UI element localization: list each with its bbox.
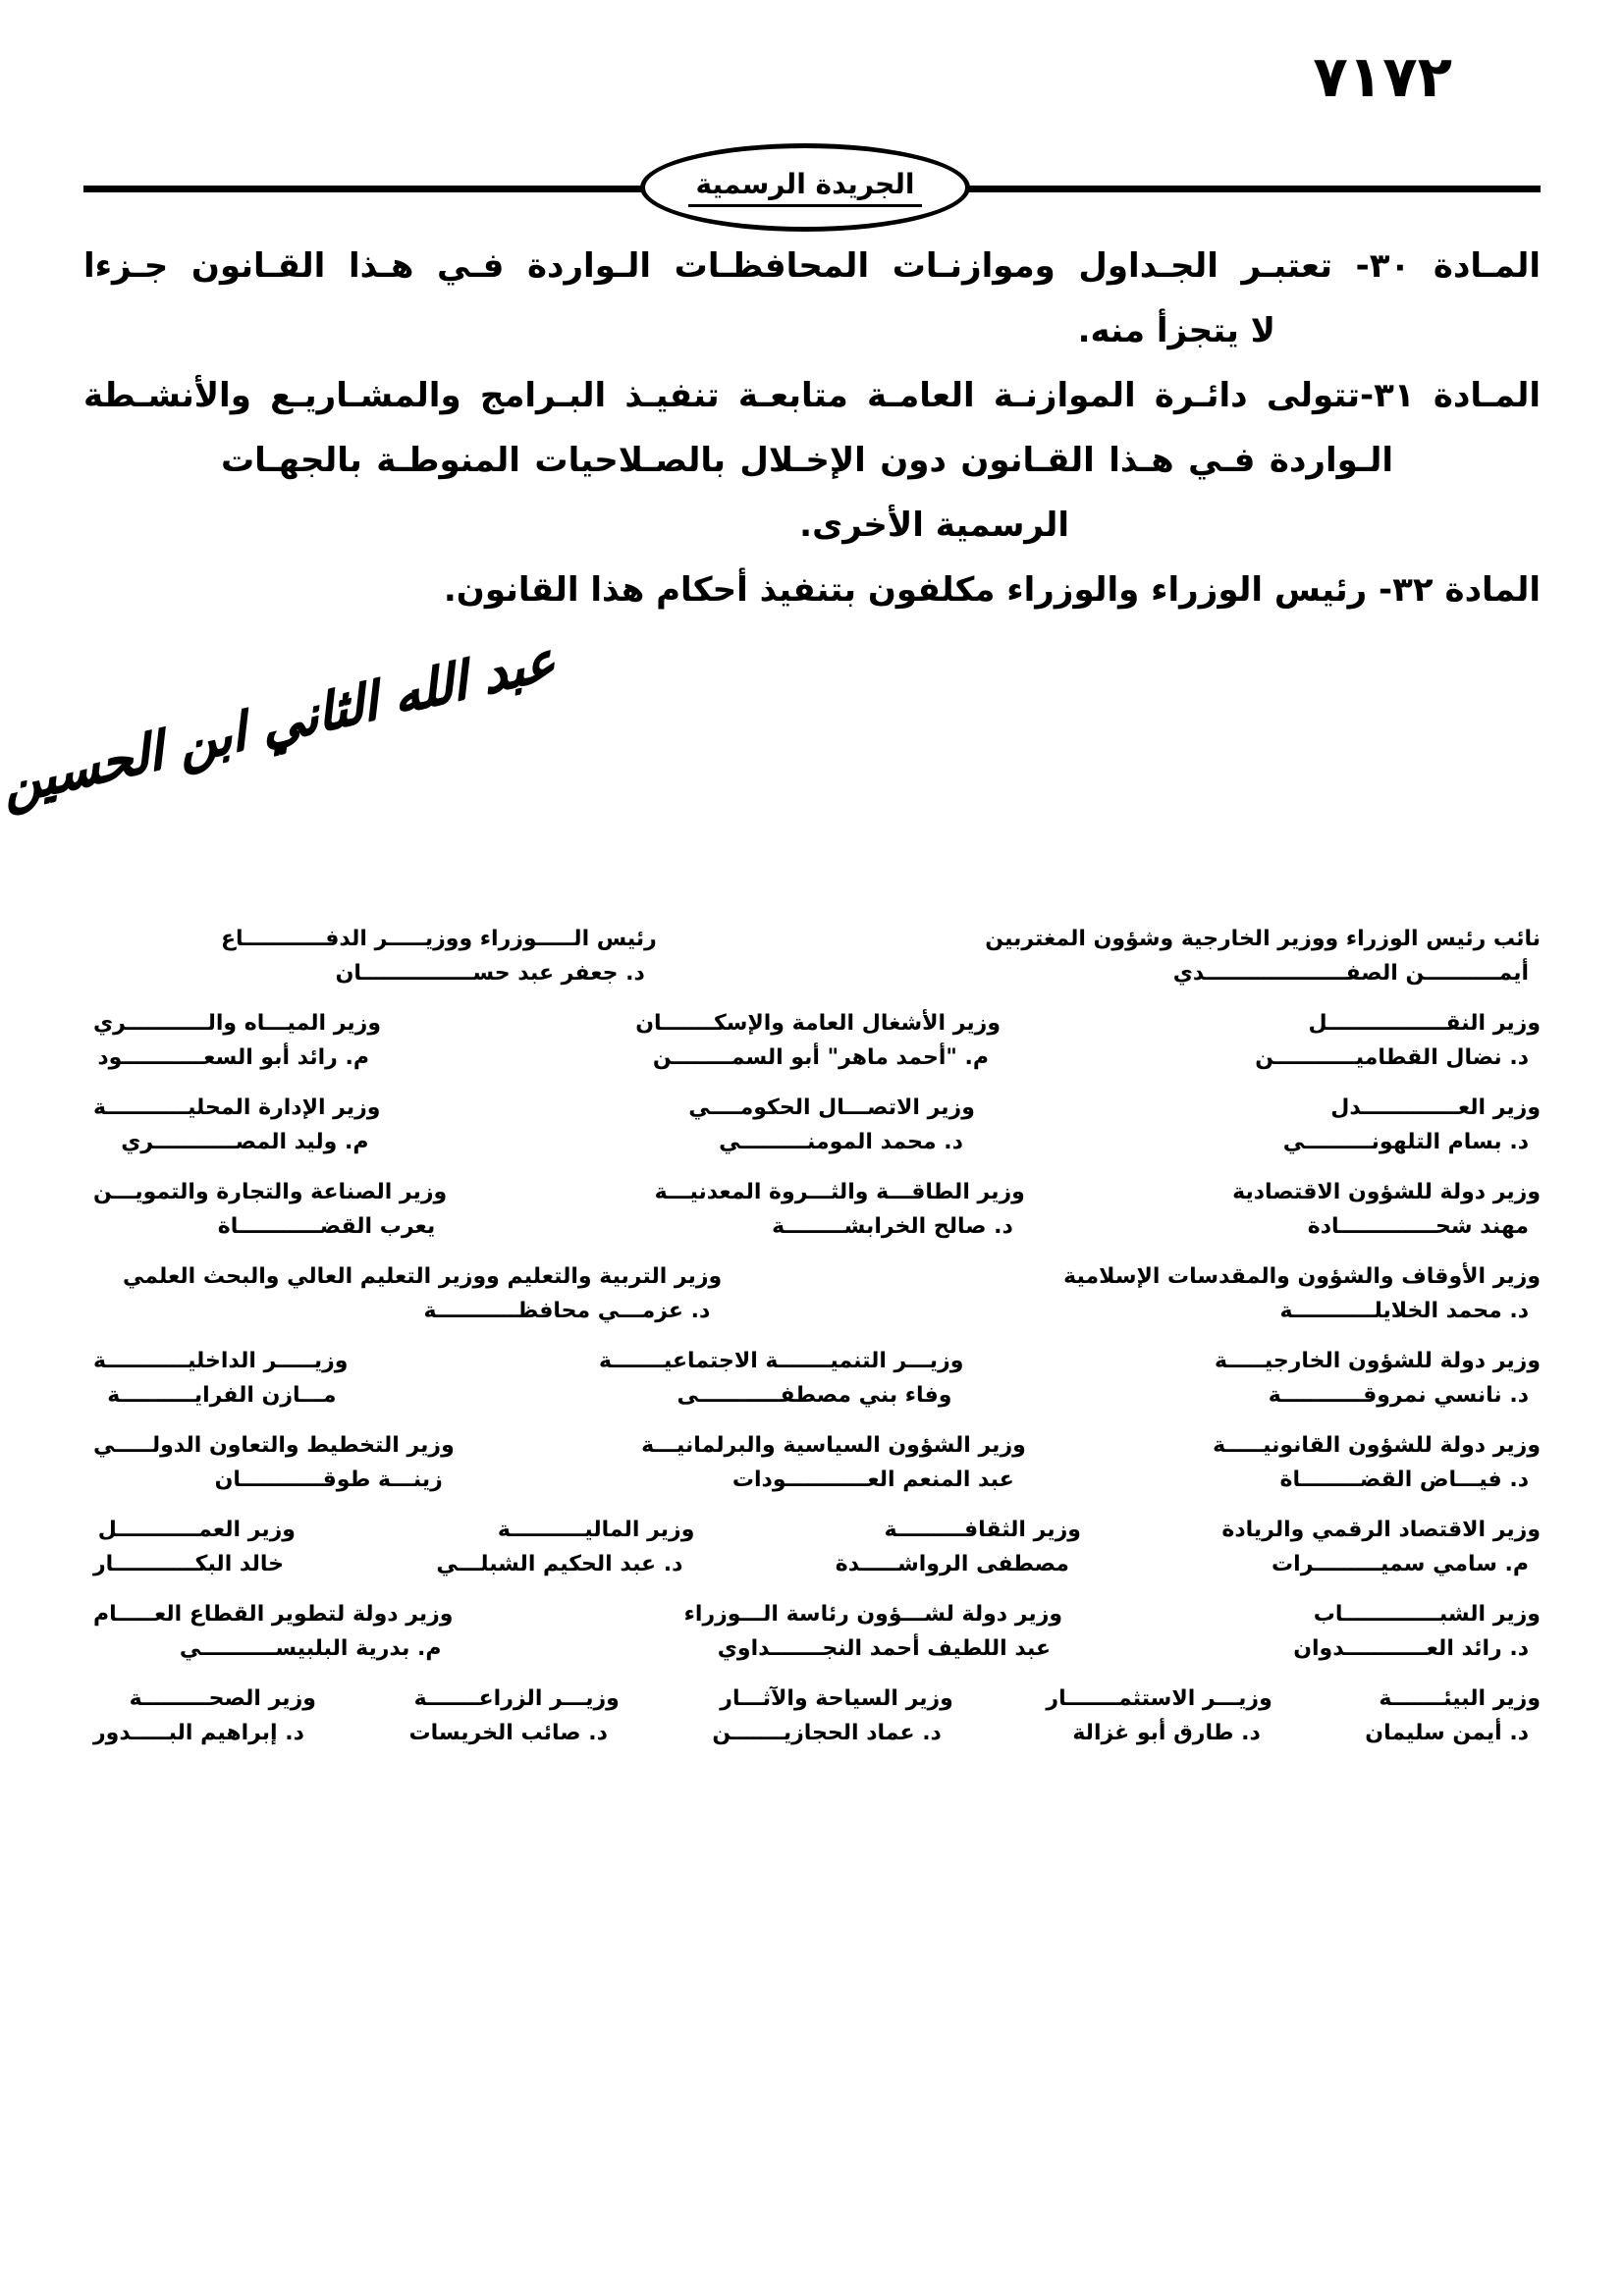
minister-title: وزير دولة للشؤون الخارجيـــــة <box>1214 1349 1541 1373</box>
minister-entry <box>93 1684 316 1748</box>
minister-name: د. أيمن سليمان <box>1365 1721 1529 1745</box>
minister-title: وزير الميـــاه والـــــــــــري <box>93 1011 381 1036</box>
minister-entry <box>93 1600 453 1664</box>
minister-name: د. صالح الخرابشــــــــة <box>772 1214 1013 1239</box>
minister-title: وزير الاقتصاد الرقمي والريادة <box>1221 1518 1541 1542</box>
minister-name: د. محمد المومنـــــــــي <box>719 1130 963 1154</box>
minister-title: وزيـــر التنميـــــــة الاجتماعيـــــــة <box>599 1349 964 1373</box>
articles-section <box>83 234 1541 622</box>
minister-entry <box>221 925 657 988</box>
minister-entry <box>93 1516 296 1579</box>
ministers-row <box>93 925 1541 988</box>
minister-name: زينـــة طوقـــــــــــان <box>214 1468 443 1492</box>
minister-entry <box>836 1516 1081 1579</box>
minister-entry <box>684 1600 1062 1664</box>
minister-entry <box>635 1009 1001 1073</box>
minister-entry <box>1293 1600 1541 1664</box>
minister-entry <box>1221 1516 1541 1579</box>
minister-name: وفاء بني مصطفـــــــــــى <box>677 1383 952 1408</box>
minister-entry <box>985 925 1541 988</box>
minister-title: وزير الصحـــــــــة <box>129 1686 316 1711</box>
minister-title: وزيـــــر الداخليـــــــــــة <box>93 1349 349 1373</box>
gazette-badge-label: الجريدة الرسمية <box>688 168 923 207</box>
article-30-line-2: لا يتجزأ منه. <box>1077 311 1275 350</box>
minister-title: وزير الطاقـــة والثـــروة المعدنيـــة <box>654 1180 1025 1204</box>
minister-entry <box>1365 1684 1541 1748</box>
article-31-line-3: الرسمية الأخرى. <box>799 506 1069 545</box>
minister-entry <box>93 1178 447 1242</box>
ministers-row <box>93 1009 1541 1073</box>
minister-title: وزير النقــــــــــــــــل <box>1308 1011 1541 1036</box>
ministers-row <box>93 1094 1541 1157</box>
minister-entry <box>1063 1262 1541 1326</box>
minister-title: وزيـــر الاستثمـــــــار <box>1046 1686 1272 1711</box>
minister-title: وزير التخطيط والتعاون الدولـــــي <box>93 1433 455 1458</box>
minister-name: د. صائب الخريسات <box>408 1721 608 1745</box>
ministers-row <box>93 1262 1541 1326</box>
minister-title: وزير العـــــــــــــدل <box>1330 1095 1541 1120</box>
ministers-row <box>93 1600 1541 1664</box>
minister-name: د. طارق أبو غزالة <box>1072 1721 1261 1745</box>
minister-title: وزير دولة لتطوير القطاع العـــــام <box>93 1602 454 1627</box>
minister-entry <box>655 1178 1025 1242</box>
minister-name: م. رائد أبو السعـــــــــــود <box>97 1045 369 1070</box>
minister-entry <box>1283 1094 1541 1157</box>
minister-title: وزير الشؤون السياسية والبرلمانيـــة <box>641 1433 1026 1458</box>
minister-name: يعرب القضـــــــــــاة <box>217 1214 436 1239</box>
minister-entry <box>93 1009 381 1073</box>
minister-entry <box>436 1516 694 1579</box>
minister-entry <box>712 1684 952 1748</box>
ministers-row <box>93 1684 1541 1748</box>
minister-title: وزير دولة للشؤون القانونيـــــة <box>1213 1433 1541 1458</box>
minister-name: د. إبراهيم البـــــدور <box>93 1721 304 1745</box>
article-32-line-1: المادة ٣٢- رئيس الوزراء والوزراء مكلفون بتنفيذ أحكام هذا القانون. <box>443 570 1541 610</box>
minister-name: د. عبد الحكيم الشبلـــي <box>436 1552 683 1576</box>
minister-entry <box>1046 1684 1272 1748</box>
minister-title: وزير الشبـــــــــــــاب <box>1313 1602 1541 1627</box>
minister-entry <box>599 1347 963 1411</box>
minister-entry <box>688 1094 975 1157</box>
minister-name: م. بدرية البلبيســــــــــي <box>179 1636 442 1661</box>
minister-name: د. عماد الحجازيـــــــن <box>712 1721 942 1745</box>
minister-title: وزير الإدارة المحليـــــــــــة <box>93 1095 381 1120</box>
minister-title: وزير السياحة والآثـــار <box>720 1686 953 1711</box>
minister-entry <box>93 1347 348 1411</box>
minister-title: وزيـــر الزراعـــــــة <box>413 1686 620 1711</box>
minister-entry <box>93 1094 380 1157</box>
minister-name: د. رائد العـــــــــــدوان <box>1293 1636 1529 1661</box>
minister-entry <box>641 1431 1026 1495</box>
minister-name: د. بسام التلهونـــــــــي <box>1282 1130 1529 1154</box>
minister-name: عبد المنعم العـــــــــــودات <box>731 1468 1014 1492</box>
article-31-line-2: الـواردة فـي هـذا القـانون دون الإخـلال بالصـلاحيات المنوطـة بالجهـات <box>221 441 1393 480</box>
minister-name: د. عزمـــي محافظـــــــــــة <box>423 1299 711 1323</box>
minister-title: وزير الصناعة والتجارة والتمويـــن <box>93 1180 448 1204</box>
minister-title: وزير العمـــــــــــل <box>97 1518 296 1542</box>
ministers-list <box>93 925 1541 1769</box>
article-30-line-1: المـادة ٣٠- تعتبـر الجـداول وموازنـات المحافظـات الـواردة فـي هـذا القـانون جـزءا <box>83 246 1541 286</box>
minister-title: وزير الثقافـــــــــة <box>884 1518 1081 1542</box>
minister-title: رئيس الـــــوزراء ووزيـــــر الدفـــــــــــاع <box>221 927 657 951</box>
minister-entry <box>123 1262 722 1326</box>
minister-name: عبد اللطيف أحمد النجـــــــداوي <box>717 1636 1052 1661</box>
minister-name: د. نضال القطاميـــــــــــن <box>1255 1045 1529 1070</box>
minister-name: د. فيـــاض القضــــــــاة <box>1279 1468 1529 1492</box>
minister-title: وزير الأوقاف والشؤون والمقدسات الإسلامية <box>1063 1264 1541 1289</box>
minister-name: م. سامي سميـــــــــرات <box>1272 1552 1529 1576</box>
minister-name: مهند شحـــــــــــــادة <box>1307 1214 1529 1239</box>
minister-entry <box>1215 1347 1541 1411</box>
minister-entry <box>408 1684 619 1748</box>
minister-name: د. محمد الخلايلـــــــــــة <box>1279 1299 1529 1323</box>
minister-name: م. وليد المصـــــــــــري <box>121 1130 369 1154</box>
minister-title: وزير الاتصـــال الحكومــــي <box>688 1095 975 1120</box>
minister-title: نائب رئيس الوزراء ووزير الخارجية وشؤون المغتربين <box>985 927 1541 951</box>
ministers-row <box>93 1516 1541 1579</box>
minister-title: وزير الماليــــــــــة <box>497 1518 695 1542</box>
minister-name: م. "أحمد ماهر" أبو السمــــــــن <box>652 1045 990 1070</box>
ministers-row <box>93 1431 1541 1495</box>
minister-title: وزير دولة لشـــؤون رئاسة الـــوزراء <box>683 1602 1063 1627</box>
ministers-row <box>93 1347 1541 1411</box>
minister-title: وزير التربية والتعليم ووزير التعليم العالي والبحث العلمي <box>123 1264 723 1289</box>
minister-title: وزير دولة للشؤون الاقتصادية <box>1232 1180 1541 1204</box>
minister-name: د. نانسي نمروقـــــــــــة <box>1268 1383 1529 1408</box>
minister-entry <box>1213 1431 1541 1495</box>
article-31-line-1: المـادة ٣١-تتولى دائـرة الموازنـة العامـة متابعـة تنفيـذ البـرامج والمشـاريـع والأنشـطة <box>83 376 1541 415</box>
minister-name: مصطفى الرواشـــــدة <box>835 1552 1069 1576</box>
page-number: ٧١٧٢ <box>1313 43 1452 110</box>
minister-entry <box>1255 1009 1541 1073</box>
minister-name: أيمــــــــــن الصفـــــــــــــــــــدي <box>1172 961 1529 986</box>
gazette-badge <box>640 143 970 232</box>
minister-name: د. جعفر عبد حســـــــــــــــان <box>335 961 645 986</box>
minister-name: مـــازن الفرايــــــــــة <box>107 1383 337 1408</box>
ministers-row <box>93 1178 1541 1242</box>
minister-entry <box>93 1431 455 1495</box>
minister-entry <box>1232 1178 1541 1242</box>
minister-name: خالد البكـــــــــــار <box>93 1552 284 1576</box>
minister-title: وزير البيئـــــــة <box>1379 1686 1541 1711</box>
minister-title: وزير الأشغال العامة والإسكـــــــان <box>635 1011 1001 1036</box>
royal-signature: عبد الله الثاني ابن الحسين <box>0 630 559 817</box>
